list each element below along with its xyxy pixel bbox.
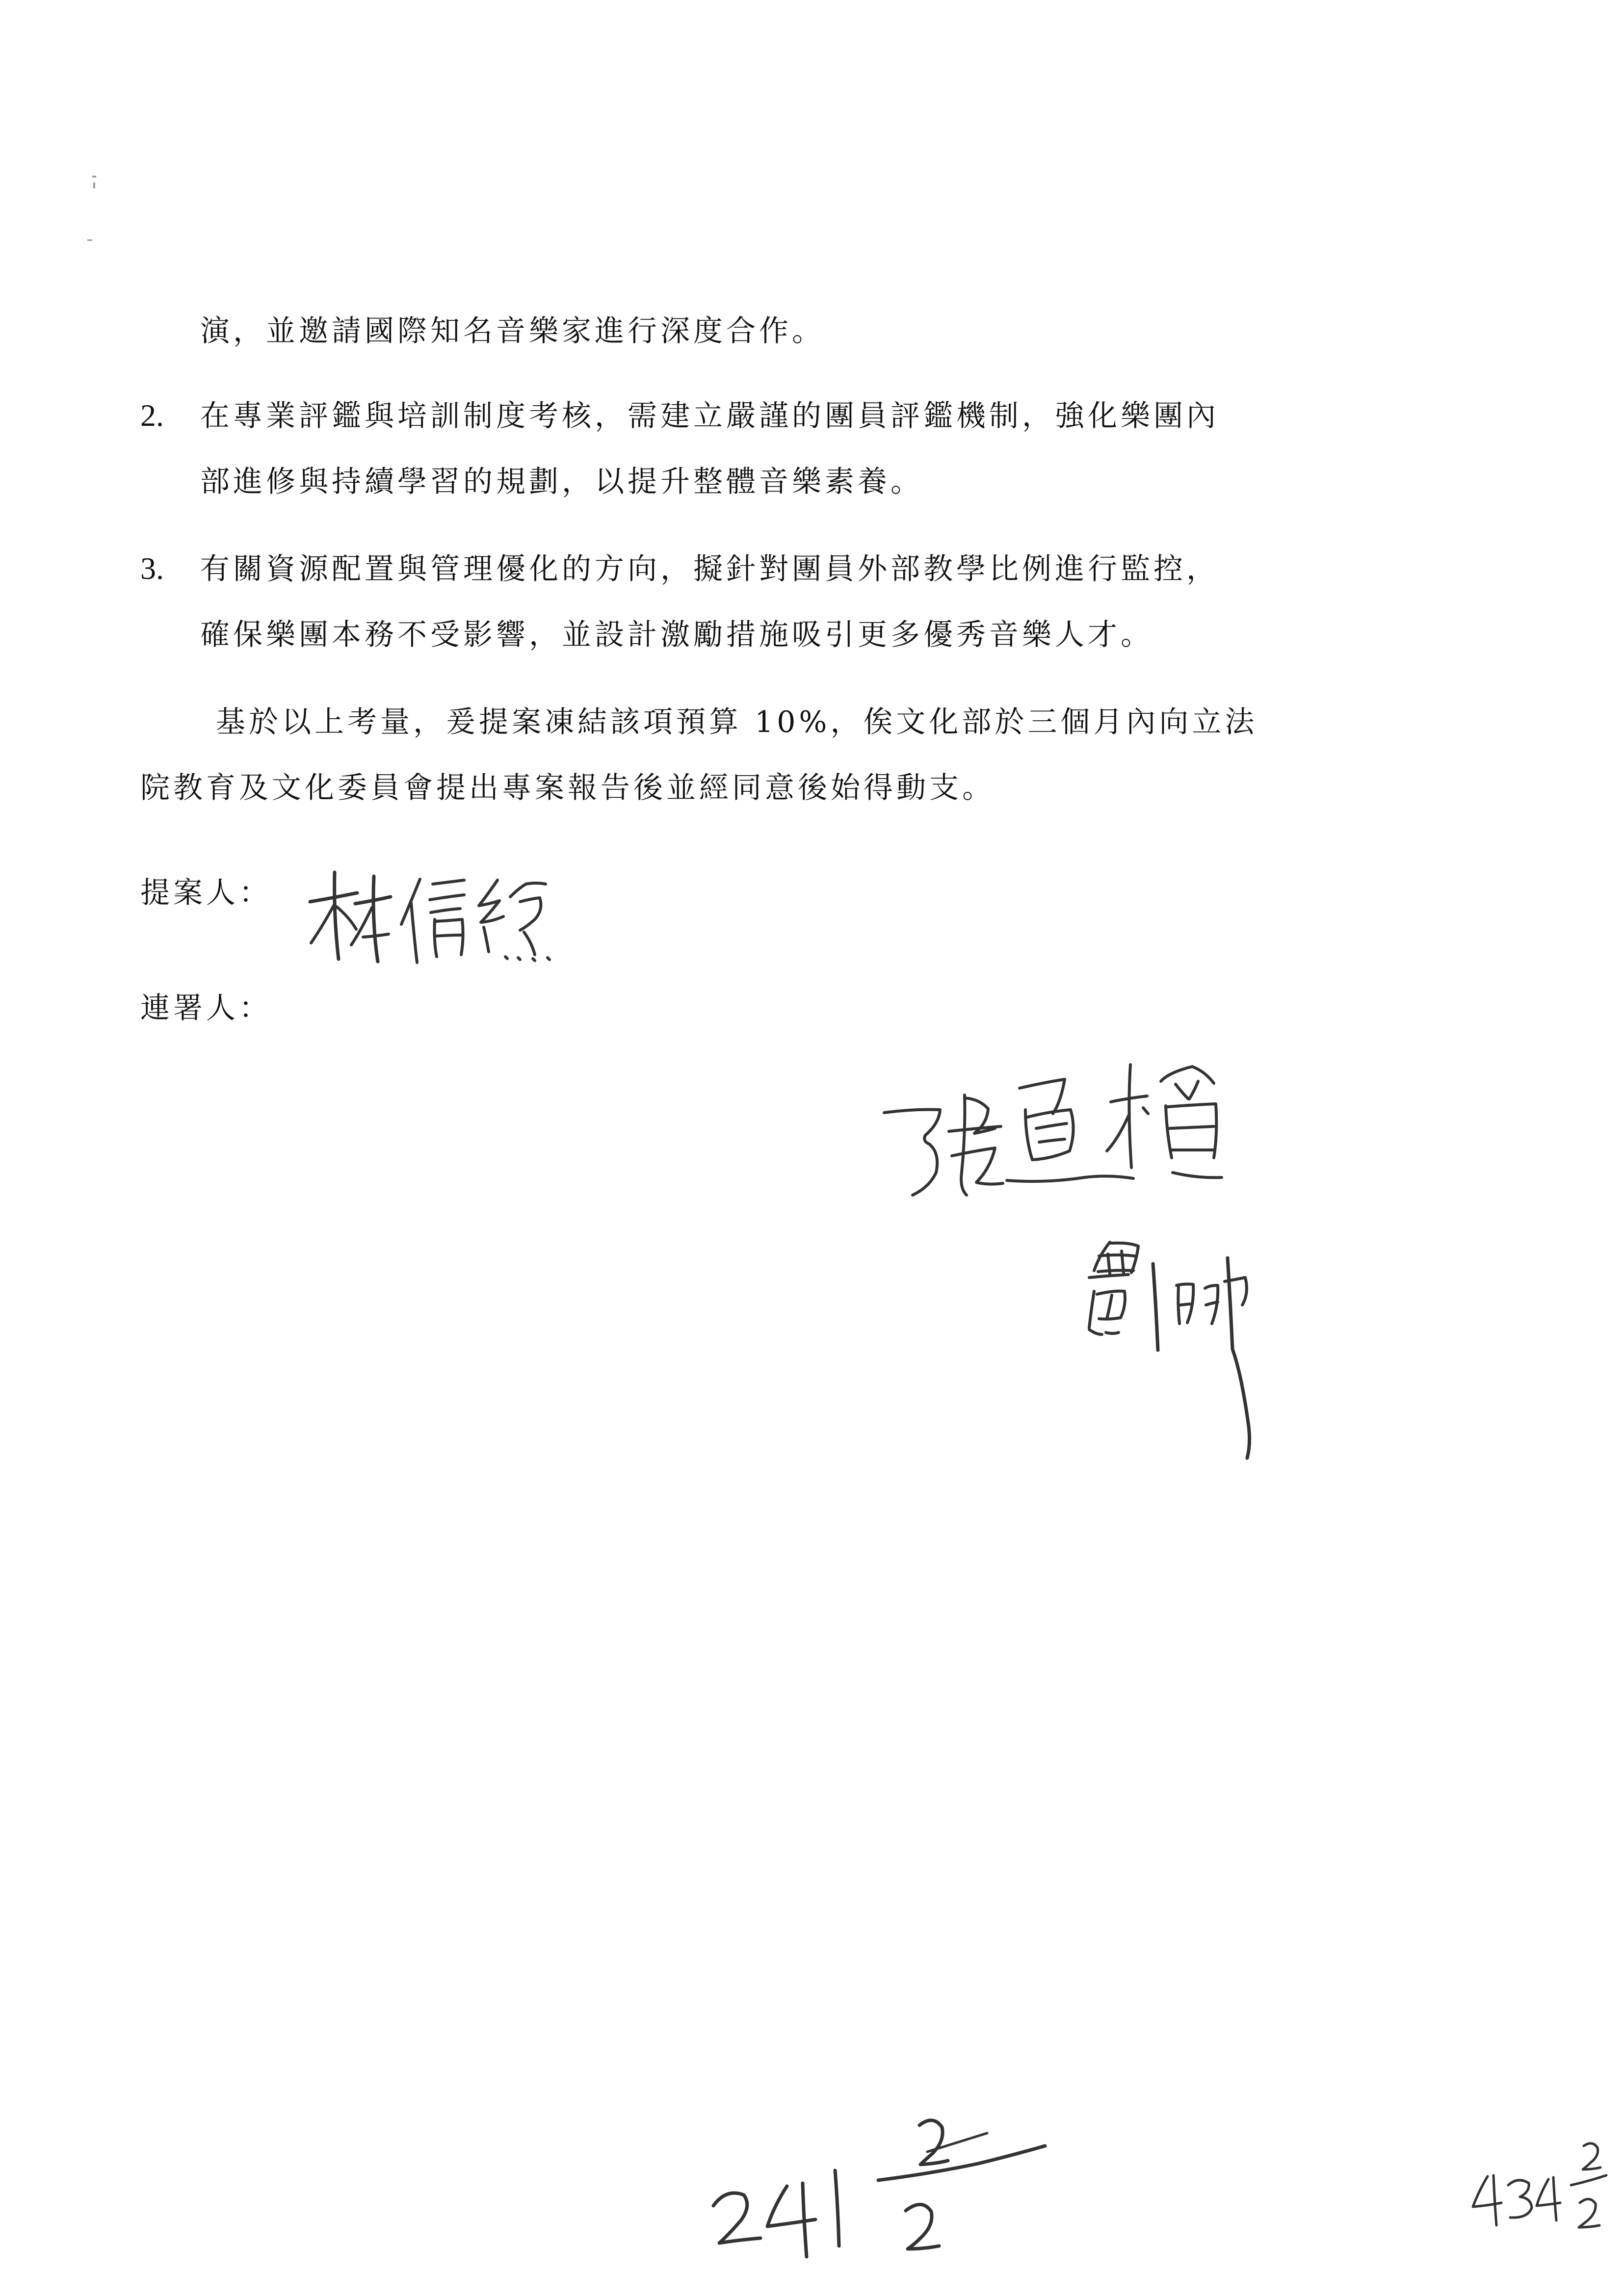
item-2-line-1: 在專業評鑑與培訓制度考核，需建立嚴謹的團員評鑑機制，強化樂團內 xyxy=(200,399,1219,433)
page-number-corner xyxy=(1467,2134,1614,2247)
continuation-line: 演，並邀請國際知名音樂家進行深度合作。 xyxy=(200,314,825,348)
conclusion-line-2: 院教育及文化委員會提出專案報告後並經同意後始得動支。 xyxy=(140,771,995,805)
conclusion-line-1: 基於以上考量，爰提案凍結該項預算 10%，俟文化部於三個月內向立法 xyxy=(216,705,1258,739)
proposer-label: 提案人： xyxy=(140,876,272,910)
item-3-line-1: 有關資源配置與管理優化的方向，擬針對團員外部教學比例進行監控， xyxy=(200,552,1219,586)
cosigner-signature-2 xyxy=(1079,1236,1335,1467)
scan-speck xyxy=(87,239,92,241)
scan-speck xyxy=(93,183,95,188)
proposer-signature xyxy=(304,859,579,976)
scan-speck xyxy=(92,176,96,178)
item-3-line-2: 確保樂團本務不受影響，並設計激勵措施吸引更多優秀音樂人才。 xyxy=(200,618,1153,652)
cosigner-signature-1 xyxy=(878,1055,1290,1251)
item-3-number: 3. xyxy=(140,551,164,586)
cosigner-label: 連署人： xyxy=(140,991,272,1025)
page-number-handwritten xyxy=(707,2110,1060,2276)
item-2-number: 2. xyxy=(140,398,164,433)
item-2-line-2: 部進修與持續學習的規劃，以提升整體音樂素養。 xyxy=(200,465,923,499)
